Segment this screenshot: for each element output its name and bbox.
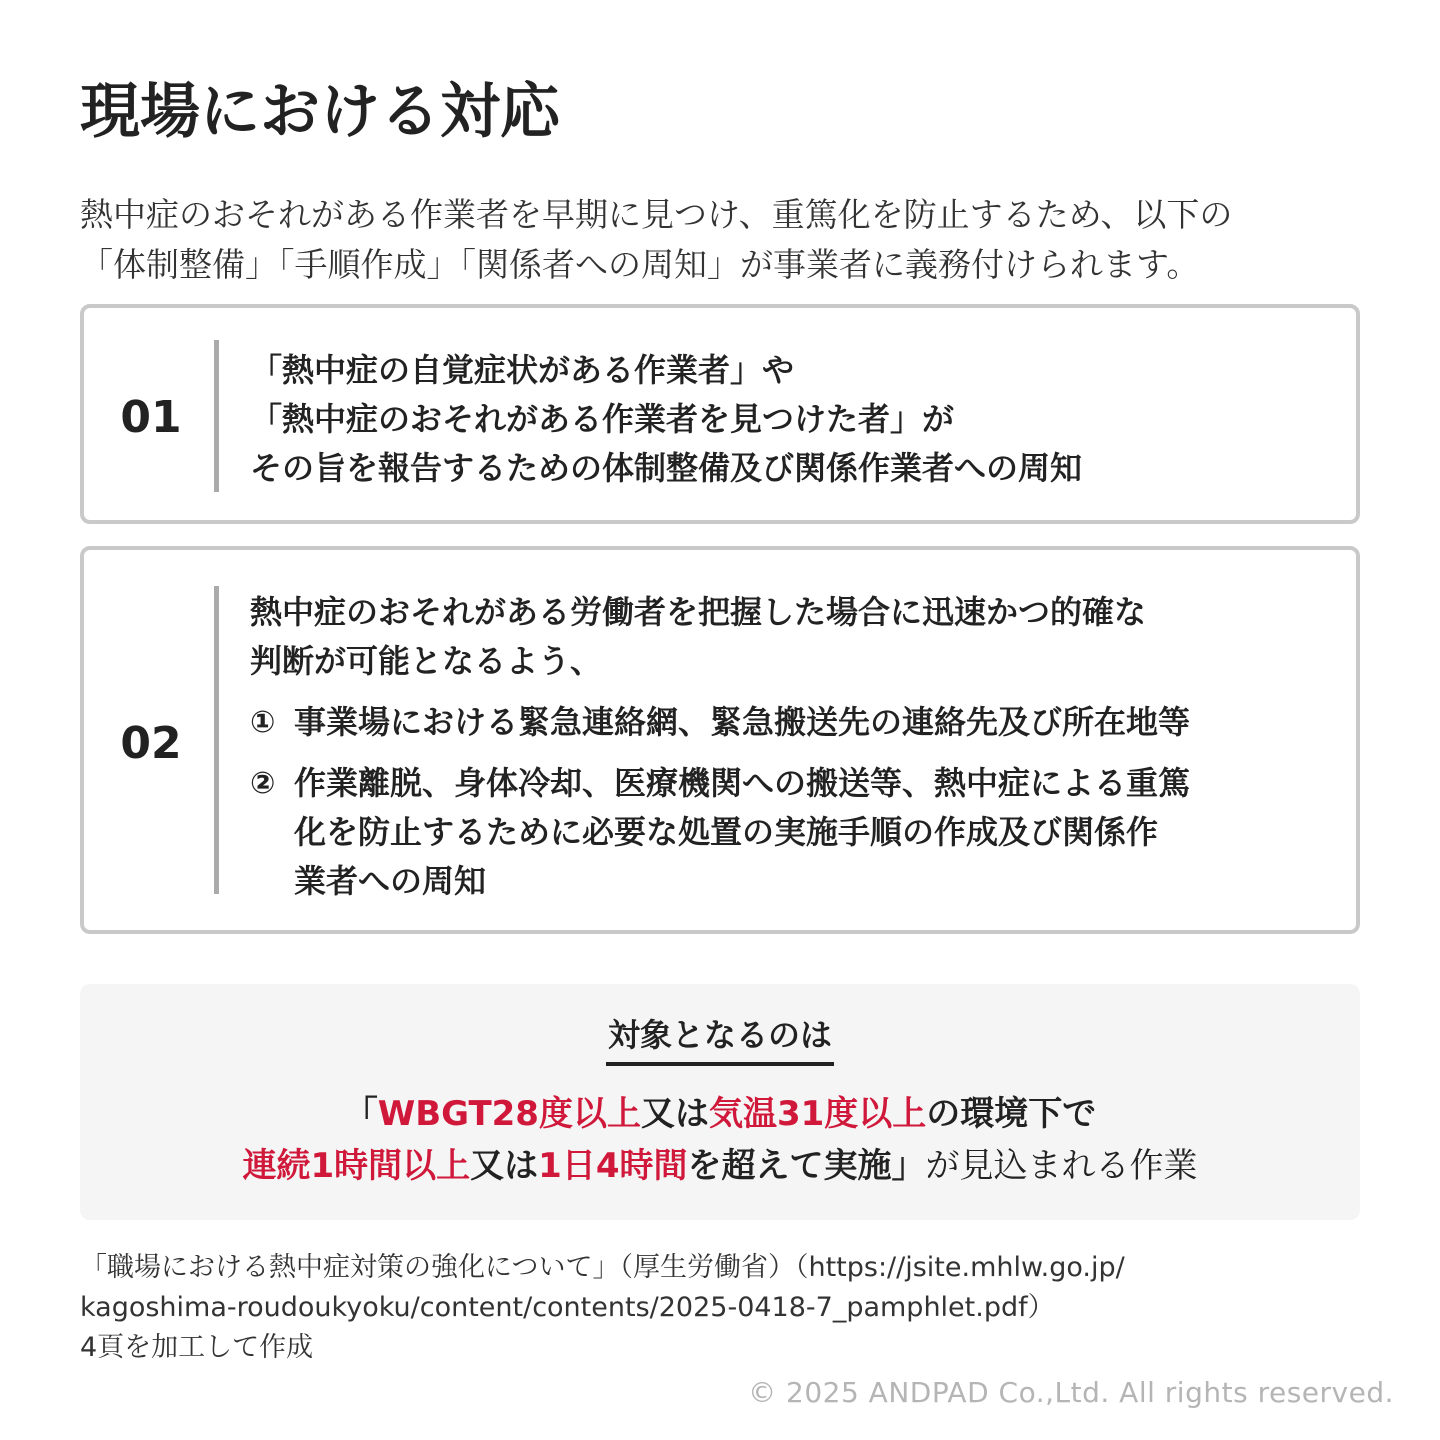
card-text-line: 熱中症のおそれがある労働者を把握した場合に迅速かつ的確な	[250, 593, 1147, 631]
card-body	[250, 346, 1336, 493]
highlight-temperature: 気温31度以上	[708, 1094, 927, 1134]
item-text-line: 作業離脱、身体冷却、医療機関への搬送等、熱中症による重篤	[294, 764, 1191, 802]
card-divider	[214, 340, 219, 492]
target-summary-box	[80, 984, 1360, 1220]
intro-line: 熱中症のおそれがある作業者を早期に見つけ、重篤化を防止するため、以下の	[80, 195, 1233, 234]
condition-tail-text: が見込まれる作業	[925, 1146, 1198, 1186]
item-text-line: 事業場における緊急連絡網、緊急搬送先の連絡先及び所在地等	[294, 703, 1191, 741]
source-line: kagoshima-roudoukyoku/content/contents/2025-0418-7_pamphlet.pdf）	[80, 1292, 1055, 1323]
item-text-line: 業者への周知	[294, 862, 487, 900]
intro-paragraph	[80, 190, 1380, 290]
item-text-line: 化を防止するために必要な処置の実施手順の作成及び関係作	[294, 813, 1159, 851]
target-heading	[80, 1010, 1360, 1066]
list-item	[250, 759, 1336, 906]
highlight-daily-hours: 1日4時間	[538, 1146, 688, 1186]
item-text	[294, 759, 1336, 906]
list-item	[250, 698, 1336, 747]
card-text-line: 判断が可能となるよう、	[250, 642, 603, 680]
target-line-1	[80, 1088, 1360, 1140]
highlight-wbgt: WBGT28度以上	[377, 1094, 641, 1134]
item-text	[294, 698, 1336, 747]
card-number: 01	[120, 392, 182, 443]
item-number-mark: ①	[250, 705, 276, 740]
card-text-line: 「熱中症の自覚症状がある作業者」や	[250, 351, 795, 389]
source-citation	[80, 1248, 1380, 1368]
connector-text: 又は	[640, 1094, 709, 1134]
target-conditions	[80, 1088, 1360, 1192]
connector-text: 又は	[470, 1146, 539, 1186]
card-number: 02	[120, 718, 182, 769]
card-text-line: その旨を報告するための体制整備及び関係作業者への周知	[250, 449, 1083, 487]
page-title: 現場における対応	[80, 77, 560, 147]
card-text-line: 「熱中症のおそれがある作業者を見つけた者」が	[250, 400, 955, 438]
quote-open: 「	[343, 1094, 378, 1134]
source-line: 「職場における熱中症対策の強化について」（厚生労働省）（https://jsite.mhlw.go.jp/	[80, 1252, 1125, 1283]
target-line-2	[80, 1140, 1360, 1192]
card-divider	[214, 586, 219, 894]
card-body	[250, 588, 1336, 906]
intro-line: 「体制整備」「手順作成」「関係者への周知」が事業者に義務付けられます。	[80, 245, 1200, 284]
measure-card-02	[80, 546, 1360, 934]
source-line: 4頁を加工して作成	[80, 1332, 314, 1363]
target-heading-text: 対象となるのは	[606, 1010, 834, 1066]
item-number-mark: ②	[250, 766, 276, 801]
measure-card-01	[80, 304, 1360, 524]
highlight-continuous-hours: 連続1時間以上	[242, 1146, 471, 1186]
condition-text: を超えて実施」	[687, 1146, 926, 1186]
condition-text: の環境下で	[926, 1094, 1097, 1134]
copyright-notice: © 2025 ANDPAD Co.,Ltd. All rights reserved.	[748, 1376, 1394, 1409]
